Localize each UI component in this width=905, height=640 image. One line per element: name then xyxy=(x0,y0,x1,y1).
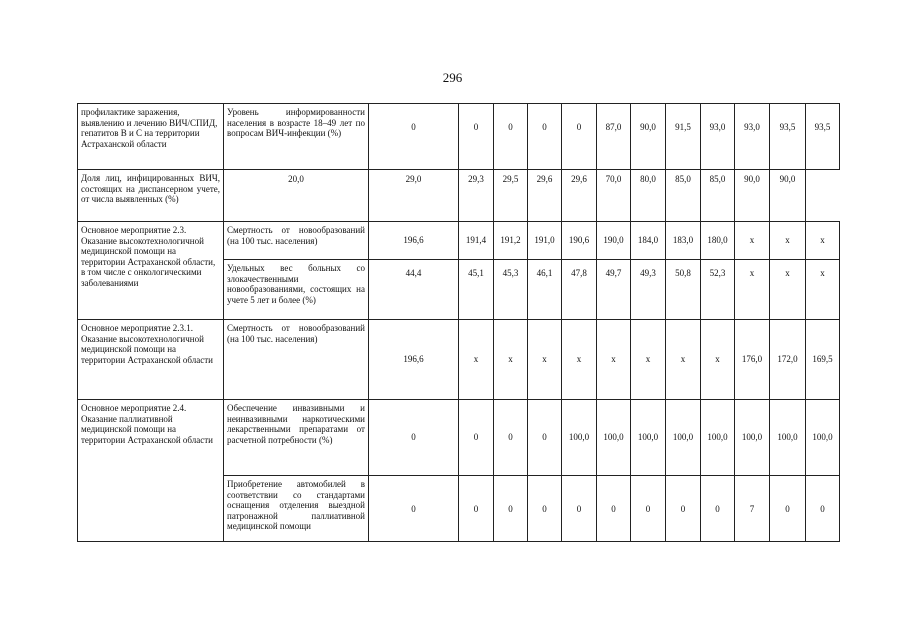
value-cell: 93,0 xyxy=(701,104,735,170)
value-cell: 93,5 xyxy=(770,104,806,170)
value-cell: 0 xyxy=(494,104,528,170)
activity-cell: Основное мероприятие 2.4. Оказание паллиативной медицинской помощи на территории Астраханской области xyxy=(78,400,224,542)
value-cell: 0 xyxy=(528,476,562,542)
base-value-cell: 0 xyxy=(369,104,459,170)
value-cell: 7 xyxy=(735,476,770,542)
value-cell: x xyxy=(735,222,770,260)
value-cell: 191,4 xyxy=(459,222,494,260)
value-cell: 0 xyxy=(528,104,562,170)
value-cell: 191,2 xyxy=(494,222,528,260)
value-cell: 0 xyxy=(528,400,562,476)
value-cell: x xyxy=(666,320,701,400)
value-cell: 29,6 xyxy=(562,170,597,222)
indicator-cell: Смертность от новообразований (на 100 тыс. населения) xyxy=(224,320,369,400)
value-cell: 176,0 xyxy=(735,320,770,400)
value-cell: 93,0 xyxy=(735,104,770,170)
value-cell: 70,0 xyxy=(597,170,631,222)
value-cell: 100,0 xyxy=(770,400,806,476)
value-cell: x xyxy=(806,260,840,320)
value-cell: 85,0 xyxy=(666,170,701,222)
indicator-cell: Смертность от новообразований (на 100 тыс. населения) xyxy=(224,222,369,260)
value-cell: 0 xyxy=(562,476,597,542)
indicator-cell: Удельных вес больных со злокачественными новообразованиями, состоящих на учете 5 лет и более (%) xyxy=(224,260,369,320)
value-cell: 184,0 xyxy=(631,222,666,260)
value-cell: 191,0 xyxy=(528,222,562,260)
value-cell: 0 xyxy=(562,104,597,170)
value-cell: x xyxy=(770,222,806,260)
value-cell: 90,0 xyxy=(770,170,806,222)
value-cell: 49,7 xyxy=(597,260,631,320)
value-cell: 180,0 xyxy=(701,222,735,260)
value-cell: 100,0 xyxy=(806,400,840,476)
value-cell: x xyxy=(735,260,770,320)
value-cell: 52,3 xyxy=(701,260,735,320)
value-cell: 29,5 xyxy=(494,170,528,222)
value-cell: x xyxy=(459,320,494,400)
value-cell: 87,0 xyxy=(597,104,631,170)
activity-cell: Основное мероприятие 2.3.1. Оказание высокотехнологичной медицинской помощи на территории Астраханской области xyxy=(78,320,224,400)
table-row xyxy=(78,400,840,476)
value-cell: x xyxy=(770,260,806,320)
activity-cell: Основное мероприятие 2.3. Оказание высокотехнологичной медицинской помощи на территории Астраханской области, в том числе с онкологическими заболеваниями xyxy=(78,222,224,320)
value-cell: 29,0 xyxy=(369,170,459,222)
page-number: 296 xyxy=(442,70,463,85)
value-cell: 80,0 xyxy=(631,170,666,222)
indicator-cell: Приобретение автомобилей в соответствии со стандартами оснащения отделения выездной патронажной паллиативной медицинской помощи xyxy=(224,476,369,542)
value-cell: 100,0 xyxy=(562,400,597,476)
value-cell: 0 xyxy=(459,476,494,542)
value-cell: 29,6 xyxy=(528,170,562,222)
value-cell: x xyxy=(562,320,597,400)
value-cell: 46,1 xyxy=(528,260,562,320)
value-cell: 90,0 xyxy=(631,104,666,170)
value-cell: 100,0 xyxy=(597,400,631,476)
value-cell: x xyxy=(631,320,666,400)
value-cell: x xyxy=(806,222,840,260)
value-cell: 190,0 xyxy=(597,222,631,260)
value-cell: 90,0 xyxy=(735,170,770,222)
value-cell: 0 xyxy=(701,476,735,542)
value-cell: 183,0 xyxy=(666,222,701,260)
value-cell: x xyxy=(597,320,631,400)
value-cell: 0 xyxy=(806,476,840,542)
activity-cell: профилактике заражения, выявлению и лечению ВИЧ/СПИД, гепатитов В и С на территории Астраханской области xyxy=(78,104,224,170)
value-cell: 100,0 xyxy=(735,400,770,476)
value-cell: 0 xyxy=(459,104,494,170)
table-row xyxy=(78,320,840,400)
value-cell: 0 xyxy=(770,476,806,542)
value-cell: 0 xyxy=(597,476,631,542)
value-cell: 49,3 xyxy=(631,260,666,320)
value-cell: x xyxy=(528,320,562,400)
value-cell: 29,3 xyxy=(459,170,494,222)
value-cell: 45,1 xyxy=(459,260,494,320)
value-cell: x xyxy=(494,320,528,400)
value-cell: 91,5 xyxy=(666,104,701,170)
value-cell: 85,0 xyxy=(701,170,735,222)
value-cell: 0 xyxy=(459,400,494,476)
indicators-table xyxy=(77,103,840,542)
value-cell: 169,5 xyxy=(806,320,840,400)
indicator-cell: Уровень информированности населения в возрасте 18–49 лет по вопросам ВИЧ-инфекции (%) xyxy=(224,104,369,170)
value-cell: 0 xyxy=(494,476,528,542)
value-cell: 100,0 xyxy=(666,400,701,476)
indicator-cell: Обеспечение инвазивными и неинвазивными наркотическими лекарственными препаратами от расчетной потребности (%) xyxy=(224,400,369,476)
value-cell: 0 xyxy=(494,400,528,476)
base-value-cell: 196,6 xyxy=(369,320,459,400)
base-value-cell: 44,4 xyxy=(369,260,459,320)
base-value-cell: 196,6 xyxy=(369,222,459,260)
base-value-cell: 0 xyxy=(369,400,459,476)
value-cell: 172,0 xyxy=(770,320,806,400)
value-cell: 100,0 xyxy=(631,400,666,476)
value-cell: 190,6 xyxy=(562,222,597,260)
table-row xyxy=(78,104,840,170)
value-cell: 0 xyxy=(631,476,666,542)
base-value-cell: 20,0 xyxy=(224,170,369,222)
table-row xyxy=(78,222,840,260)
value-cell: 50,8 xyxy=(666,260,701,320)
table-row xyxy=(78,170,840,222)
value-cell: 45,3 xyxy=(494,260,528,320)
base-value-cell: 0 xyxy=(369,476,459,542)
value-cell: 93,5 xyxy=(806,104,840,170)
value-cell: 100,0 xyxy=(701,400,735,476)
value-cell: x xyxy=(701,320,735,400)
value-cell: 0 xyxy=(666,476,701,542)
indicator-cell: Доля лиц, инфицированных ВИЧ, состоящих на диспансерном учете, от числа выявленных (%) xyxy=(78,170,224,222)
value-cell: 47,8 xyxy=(562,260,597,320)
